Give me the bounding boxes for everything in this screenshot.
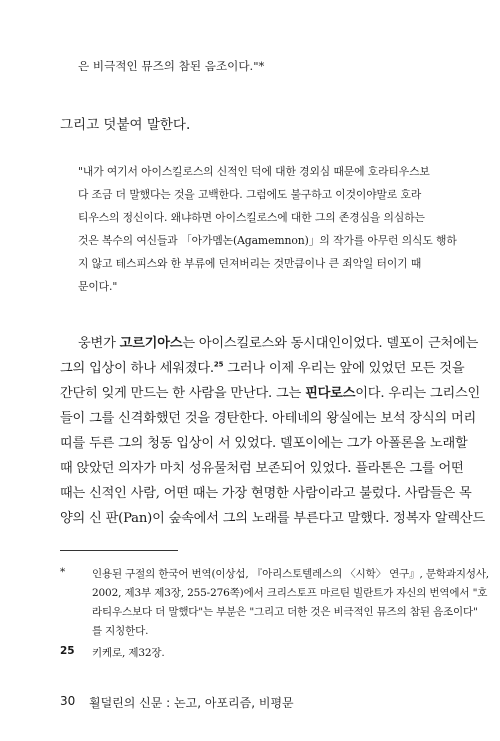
bold-name-gorgias: 고르기아스 (119, 336, 183, 351)
quote-line: 티우스의 정신이다. 왜냐하면 아이스킬로스에 대한 그의 존경심을 의심하는 (78, 211, 425, 224)
body-line: 때 앉았던 의자가 마치 성유물처럼 보존되어 있었다. 플라톤은 그를 어떤 (60, 461, 464, 476)
body-line: 띠를 두른 그의 청동 입상이 서 있었다. 델포이에는 그가 아폴론을 노래할 (60, 436, 468, 451)
page-number: 30 (60, 694, 76, 708)
body-line: 때는 신적인 사람, 어떤 때는 가장 현명한 사람이라고 불렀다. 사람들은 목 (60, 486, 472, 501)
body-line: 양의 신 판(Pan)이 숲속에서 그의 노래를 부른다고 말했다. 정복자 알렉산드 (60, 511, 485, 526)
bold-name-pindar: 핀다로스 (305, 386, 356, 401)
footnote-25-mark: 25 (60, 645, 75, 657)
footnote-line: 2002, 제3부 제3장, 255-276쪽)에서 크리스토프 마르틴 빌란트가 자신의 번역에서 "호 (92, 587, 488, 599)
quote-line: 문이다." (78, 280, 118, 293)
quote-line: 지 않고 테스피스와 한 부류에 던져버리는 것만큼이나 큰 죄악일 터이기 때 (78, 257, 422, 270)
quote-line: 다 조금 더 말했다는 것을 고백한다. 그럼에도 불구하고 이것이야말로 호라 (78, 188, 422, 201)
transition-sentence: 그리고 덧붙여 말한다. (60, 117, 191, 133)
footnote-ref[interactable]: 25 (213, 360, 224, 369)
footnote-star-mark: * (60, 566, 66, 578)
body-line: 웅변가 고르기아스는 아이스킬로스와 동시대인이었다. 델포이 근처에는 (78, 336, 479, 351)
quote-line: "내가 여기서 아이스킬로스의 신적인 덕에 대한 경외심 때문에 호라티우스보 (78, 165, 430, 178)
body-line: 들이 그를 신격화했던 것을 경탄한다. 아테네의 왕실에는 보석 장식의 머리 (60, 411, 477, 426)
footnote-line: 인용된 구절의 한국어 번역(이상섭, 『아리스토텔레스의 〈시학〉 연구』, 문학과지성사, (92, 568, 489, 580)
continuation-line: 은 비극적인 뮤즈의 참된 음조이다."* (78, 59, 265, 73)
running-title: 횔덜린의 신문 : 논고, 아포리즘, 비평문 (89, 696, 294, 710)
body-line: 그의 입상이 하나 세워졌다.$^{25}$ 그러나 이제 우리는 앞에 있었던 모든 것을 (60, 360, 465, 376)
quote-line: 것은 복수의 여신들과 「아가멤논(Agamemnon)」의 작가를 아무런 의식도 행하 (78, 234, 457, 247)
footnote-divider (60, 550, 178, 551)
footnote-line: 라티우스보다 더 말했다"는 부분은 "그리고 더한 것은 비극적인 뮤즈의 참된 음조이다" (92, 606, 478, 618)
footnote-25-text: 키케로, 제32장. (92, 647, 165, 659)
footnote-line: 를 지칭한다. (92, 625, 149, 637)
body-line: 간단히 잊게 만드는 한 사람을 만난다. 그는 핀다로스이다. 우리는 그리스인 (60, 386, 481, 401)
